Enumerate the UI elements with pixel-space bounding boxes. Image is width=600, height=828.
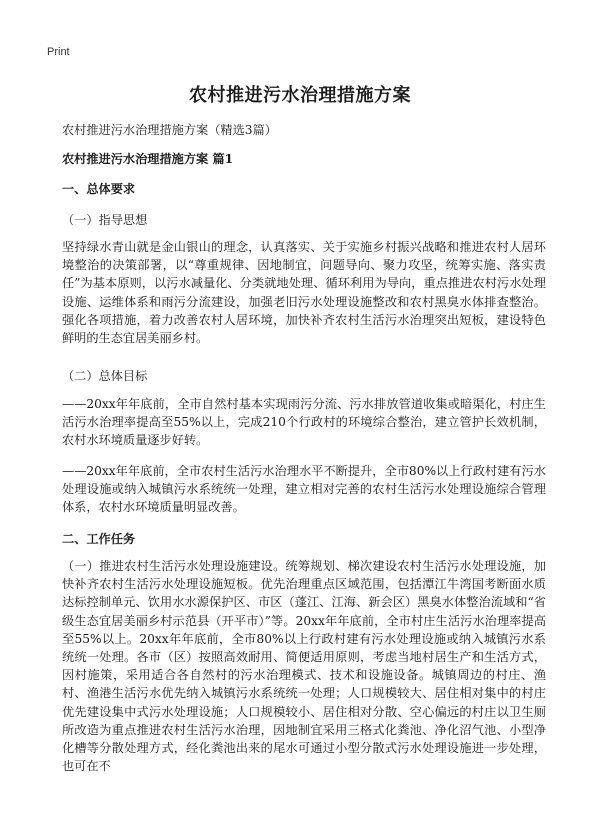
heading-overall-requirements: 一、总体要求	[62, 182, 136, 196]
heading-overall-goals: （二）总体目标	[62, 369, 148, 383]
document-title: 农村推进污水治理措施方案	[189, 85, 411, 106]
document-subtitle: 农村推进污水治理措施方案（精选3篇）	[62, 123, 277, 137]
heading-guiding-ideology: （一）指导思想	[62, 213, 148, 227]
paragraph-task-1: （一）推进农村生活污水处理设施建设。统筹规划、梯次建设农村生活污水处理设施，加快补齐农村生活污水处理设施短板。优先治理重点区域范围，包括潭江牛湾国考断面水质达标控制单元、饮用水水源保护区、市区（蓬江、江海、新会区）黑臭水体整治流域和“省级生态宜居美丽乡村示范县（开平市）”等。20xx年年底前，全市村庄生活污水治理率提高至55%以上。20xx年年底前，全市80%以上行政村建有污水处理设施或纳入城镇污水系统统一处理。各市（区）按照高效耐用、简便适用原则，考虑当地村居生产和生活方式，因村施策，采用适合各自然村的污水治理模式、技术和设施设备。城镇周边的村庄、渔村、渔港生活污水优先纳入城镇污水系统统一处理；人口规模较大、居住相对集中的村庄优先建设集中式污水处理设施；人口规模较小、居住相对分散、空心偏远的村庄以卫生厕所改造为重点推进农村生活污水治理，因地制宜采用三格式化粪池、净化沼气池、小型净化槽等分散处理方式，经化粪池出来的尾水可通过小型分散式污水处理设施进一步处理，也可在不	[62, 559, 546, 774]
section-title: 农村推进污水治理措施方案 篇1	[62, 152, 234, 166]
heading-work-tasks: 二、工作任务	[62, 532, 136, 546]
paragraph-goal-2: ——20xx年年底前，全市农村生活污水治理水平不断提升，全市80%以上行政村建有污水处理设施或纳入城镇污水系统统一处理，建立相对完善的农村生活污水处理设施综合管理体系，农村水环境质量明显改善。	[62, 464, 546, 515]
paragraph-goal-1: ——20xx年年底前，全市自然村基本实现雨污分流、污水排放管道收集或暗渠化，村庄生活污水治理率提高至55%以上，完成210个行政村的环境综合整治，建立管护长效机制，农村水环境质量逐步好转。	[62, 397, 546, 448]
paragraph-guiding-ideology: 坚持绿水青山就是金山银山的理念，认真落实、关于实施乡村振兴战略和推进农村人居环境整治的决策部署，以“尊重规律、因地制宜，问题导向、聚力攻坚，统筹实施、落实责任”为基本原则，以污水减量化、分类就地处理、循环利用为导向，重点推进农村污水处理设施、运维体系和雨污分流建设，加强老旧污水处理设施整改和农村黑臭水体排查整治。强化各项措施，着力改善农村人居环境，加快补齐农村生活污水治理突出短板，建设特色鲜明的生态宜居美丽乡村。	[62, 240, 546, 346]
print-label[interactable]: Print	[47, 46, 70, 58]
